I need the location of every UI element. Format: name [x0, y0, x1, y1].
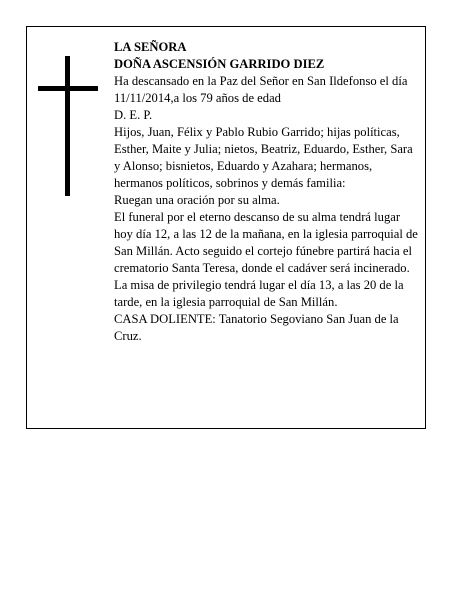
funeral-details: El funeral por el eterno descanso de su alma tendrá lugar hoy día 12, a las 12 de la mañana, en la iglesia parroquial de San Millán. Acto seguido el cortejo fúnebre partirá hacia el crematorio Santa Teresa, donde el cadáver será incinerado. La misa de privilegio tendrá lugar el día 13, a las 20 de la tarde, en la iglesia parroquial de San Millán. — [114, 210, 418, 309]
cross-horizontal-bar — [38, 86, 98, 91]
prayer-request: Ruegan una oración por su alma. — [114, 193, 280, 207]
cross-icon — [38, 56, 98, 196]
family-list: Hijos, Juan, Félix y Pablo Rubio Garrido; hijas políticas, Esther, Maite y Julia; nietos, Beatriz, Eduardo, Esther, Sara y Alonso; bisnietos, Eduardo y Azahara; hermanos, hermanos políticos, sobrinos y demás familia: — [114, 125, 413, 190]
dep-line: D. E. P. — [114, 108, 153, 122]
death-statement: Ha descansado en la Paz del Señor en San Ildefonso el día 11/11/2014,a los 79 años de edad — [114, 74, 408, 105]
notice-title: LA SEÑORA — [114, 40, 187, 54]
notice-text — [114, 39, 418, 345]
cross-vertical-bar — [65, 56, 70, 196]
deceased-name: DOÑA ASCENSIÓN GARRIDO DIEZ — [114, 57, 325, 71]
funeral-home: CASA DOLIENTE: Tanatorio Segoviano San Juan de la Cruz. — [114, 312, 399, 343]
